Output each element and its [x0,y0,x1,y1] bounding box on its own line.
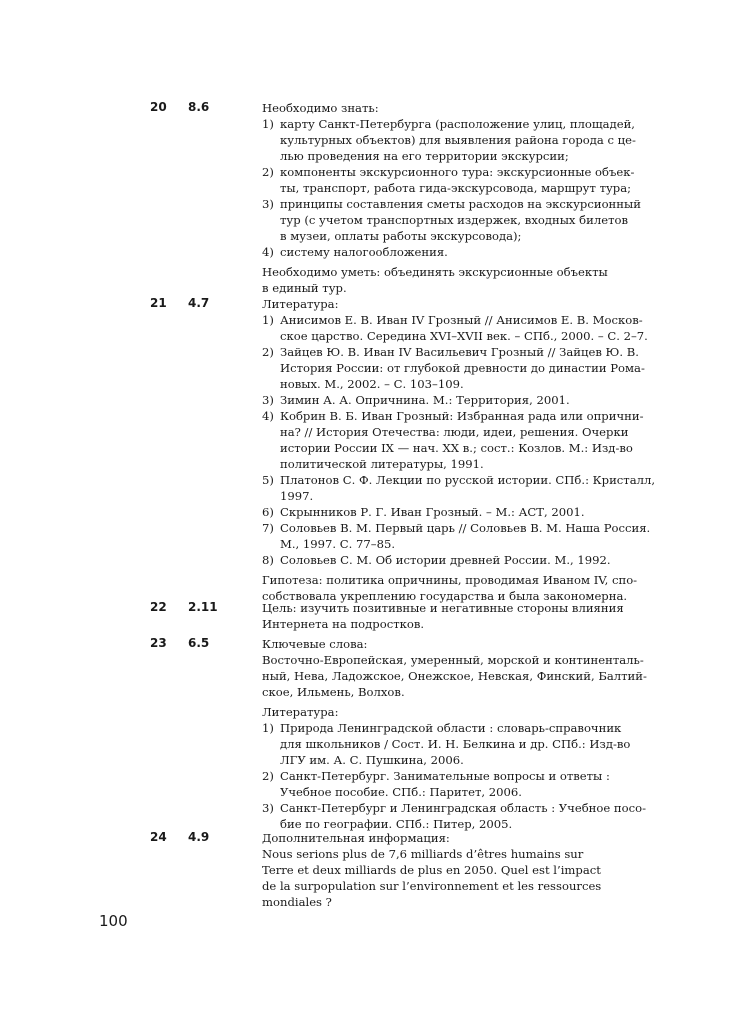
list-item-line [262,520,651,536]
text-line: Цель: изучить позитивные и негативные стороны влияния [262,601,624,615]
list-item-line [262,800,647,816]
list-marker: 3) [262,197,274,211]
list-item-line [262,720,642,736]
list-item-line [262,212,642,228]
list-item-text: лью проведения на его территории экскурсии; [280,149,569,163]
entry-content [262,100,642,296]
numbered-list [262,116,642,260]
entry-content [262,296,656,604]
list-item [262,312,648,344]
text-line: Восточно-Европейская, умеренный, морской и континенталь- [262,653,644,667]
list-marker: 2) [262,165,274,179]
list-item [262,408,642,472]
list-item-text: принципы составления сметы расходов на экскурсионный [280,197,641,211]
list-item-line [262,312,642,328]
entry-content [262,830,642,910]
paragraph [262,296,642,312]
list-item [262,768,642,800]
list-item-text: на? // История Отечества: люди, идеи, решения. Очерки [280,425,629,439]
list-item-text: ты, транспорт, работа гида-экскурсовода, маршрут тура; [280,181,632,195]
entry-content [262,636,647,832]
task-number: 22 [150,600,167,614]
list-marker: 1) [262,117,274,131]
list-marker: 5) [262,473,274,487]
list-item-line [262,244,642,260]
list-item-text: карту Санкт-Петербурга (расположение улиц, площадей, [280,117,635,131]
list-item-text: Соловьев С. М. Об истории древней России. М., 1992. [280,553,611,567]
list-marker: 7) [262,521,274,535]
text-line: mondiales ? [262,895,332,909]
list-item [262,800,647,832]
text-line: Terre et deux milliards de plus en 2050. Quel est l’impact [262,863,601,877]
task-code: 4.9 [188,830,210,844]
paragraph [262,100,642,116]
list-item-text: Анисимов Е. В. Иван IV Грозный // Анисимов Е. В. Москов- [280,313,643,327]
list-item-text: компоненты экскурсионного тура: экскурсионные объек- [280,165,635,179]
paragraph [262,636,647,700]
list-item-line [262,228,642,244]
list-marker: 4) [262,409,274,423]
list-item-text: бие по географии. СПб.: Питер, 2005. [280,817,513,831]
list-marker: 3) [262,393,274,407]
task-number: 20 [150,100,167,114]
text-line: Необходимо знать: [262,101,379,115]
list-item [262,344,645,392]
list-item-text: Природа Ленинградской области : словарь-справочник [280,721,622,735]
list-item-line [262,472,656,488]
list-item-line [262,488,642,504]
list-item-text: для школьников / Сост. И. Н. Белкина и др. СПб.: Изд-во [280,737,631,751]
text-line: собствовала укреплению государства и была закономерна. [262,589,628,603]
list-item [262,392,642,408]
list-item-text: 1997. [280,489,314,503]
list-item [262,720,642,768]
list-item-line [262,752,642,768]
list-item-line [262,768,642,784]
list-item-line [262,180,642,196]
list-item [262,472,656,504]
paragraph [262,704,642,720]
list-item-text: ское царство. Середина XVI–XVII век. – СПб., 2000. – С. 2–7. [280,329,648,343]
list-item-text: М., 1997. С. 77–85. [280,537,396,551]
list-item-line [262,116,642,132]
list-item [262,196,642,244]
list-marker: 4) [262,245,274,259]
list-item [262,520,651,552]
list-item-text: Платонов С. Ф. Лекции по русской истории. СПб.: Кристалл, [280,473,656,487]
list-marker: 8) [262,553,274,567]
list-item-text: Санкт-Петербург и Ленинградская область : Учебное посо- [280,801,647,815]
task-number: 23 [150,636,167,650]
list-item-text: истории России IX — нач. XX в.; сост.: Козлов. М.: Изд-во [280,441,633,455]
list-item-text: Скрынников Р. Г. Иван Грозный. – М.: АСТ, 2001. [280,505,585,519]
list-item-text: тур (с учетом транспортных издержек, входных билетов [280,213,629,227]
list-item-text: систему налогообложения. [280,245,448,259]
entry-content [262,600,642,632]
list-marker: 1) [262,313,274,327]
list-item-text: Учебное пособие. СПб.: Паритет, 2006. [280,785,522,799]
list-item-line [262,360,645,376]
list-item-text: История России: от глубокой древности до династии Рома- [280,361,645,375]
text-line: Необходимо уметь: объединять экскурсионные объекты [262,265,608,279]
list-item-text: Зимин А. А. Опричнина. М.: Территория, 2001. [280,393,570,407]
list-marker: 6) [262,505,274,519]
text-line: Nous serions plus de 7,6 milliards d’êtres humains sur [262,847,584,861]
list-item-text: ЛГУ им. А. С. Пушкина, 2006. [280,753,464,767]
text-line: Дополнительная информация: [262,831,450,845]
list-item [262,164,642,196]
list-item [262,552,642,568]
list-item-line [262,424,642,440]
task-number: 21 [150,296,167,310]
list-marker: 3) [262,801,274,815]
list-item [262,504,642,520]
list-item-line [262,392,642,408]
text-line: Ключевые слова: [262,637,368,651]
task-number: 24 [150,830,167,844]
paragraph [262,830,642,910]
list-item [262,116,642,164]
text-line: Литература: [262,297,339,311]
text-line: Гипотеза: политика опричнины, проводимая Иваном IV, спо- [262,573,638,587]
list-item-line [262,784,642,800]
list-marker: 2) [262,769,274,783]
text-line: ское, Ильмень, Волхов. [262,685,405,699]
task-code: 8.6 [188,100,210,114]
list-item-text: Зайцев Ю. В. Иван IV Васильевич Грозный // Зайцев Ю. В. [280,345,639,359]
list-item-line [262,440,642,456]
list-item-text: Санкт-Петербург. Занимательные вопросы и ответы : [280,769,610,783]
list-item-line [262,504,642,520]
numbered-list [262,720,647,832]
list-item-text: новых. М., 2002. – С. 103–109. [280,377,464,391]
list-item-text: в музеи, оплаты работы экскурсовода); [280,229,522,243]
numbered-list [262,312,656,568]
text-line: Литература: [262,705,339,719]
text-line: de la surpopulation sur l’environnement et les ressources [262,879,602,893]
list-item-line [262,344,642,360]
list-item-line [262,196,642,212]
list-marker: 1) [262,721,274,735]
list-item-line [262,376,642,392]
list-item-line [262,736,642,752]
list-item-text: политической литературы, 1991. [280,457,484,471]
list-marker: 2) [262,345,274,359]
list-item-line [262,456,642,472]
text-line: в единый тур. [262,281,347,295]
list-item-line [262,132,642,148]
task-code: 2.11 [188,600,218,614]
page-number: 100 [99,912,128,930]
paragraph [262,264,642,296]
paragraph [262,600,642,632]
list-item-text: культурных объектов) для выявления района города с це- [280,133,636,147]
list-item [262,244,642,260]
task-code: 6.5 [188,636,210,650]
list-item-line [262,536,642,552]
list-item-line [262,552,642,568]
text-line: ный, Нева, Ладожское, Онежское, Невская, Финский, Балтий- [262,669,647,683]
list-item-line [262,408,642,424]
list-item-line [262,328,648,344]
list-item-line [262,164,642,180]
list-item-text: Соловьев В. М. Первый царь // Соловьев В. М. Наша Россия. [280,521,651,535]
list-item-line [262,148,642,164]
text-line: Интернета на подростков. [262,617,425,631]
list-item-text: Кобрин В. Б. Иван Грозный: Избранная рада или опрични- [280,409,644,423]
task-code: 4.7 [188,296,210,310]
